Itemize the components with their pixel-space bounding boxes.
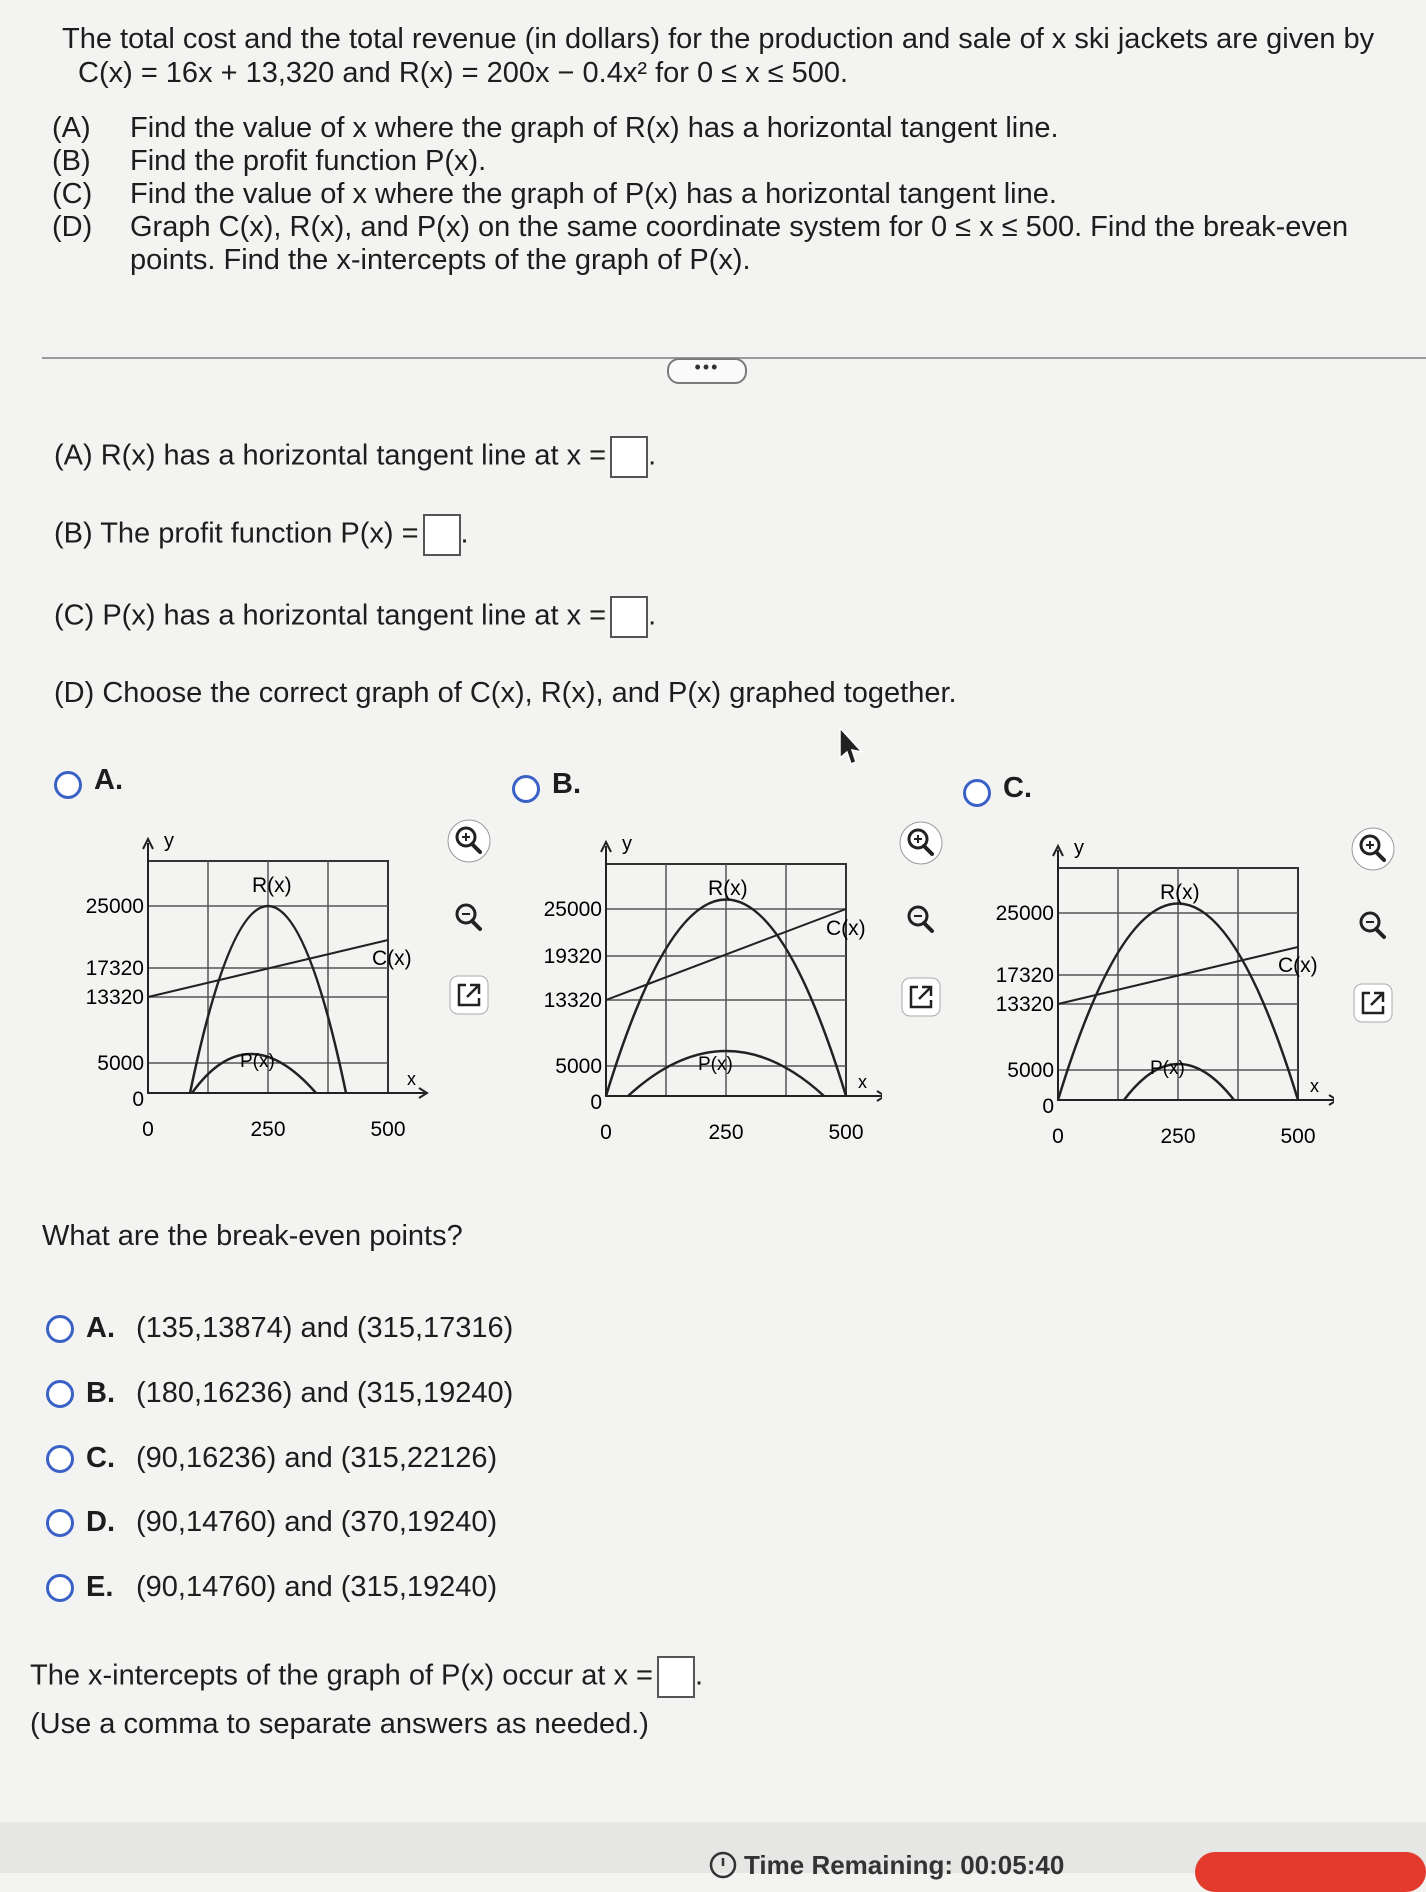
graph-b-xtick-0: 0 [600,1121,612,1144]
graph-b-ytick-4: 0 [590,1091,602,1114]
answer-c-input[interactable] [610,596,648,638]
graph-a-ytick-1: 17320 [85,957,144,980]
graph-b-xtick-500: 500 [828,1121,864,1144]
breakeven-choice-c[interactable]: C. (90,16236) and (315,22126) [46,1442,497,1475]
part-a: (A) Find the value of x where the graph of R(x) has a horizontal tangent line. [52,112,1059,144]
breakeven-choice-b[interactable]: B. (180,16236) and (315,19240) [46,1377,513,1410]
answer-c: (C) P(x) has a horizontal tangent line at x = . [54,596,656,638]
graph-c-ytick-3: 5000 [1007,1059,1054,1082]
graph-a-r-label: R(x) [252,874,292,897]
graph-a [60,825,430,1150]
graph-option-a[interactable]: A. [54,764,123,799]
submit-button[interactable] [1195,1852,1426,1892]
graph-b-xtick-250: 250 [708,1121,744,1144]
part-b: (B) Find the profit function P(x). [52,145,487,177]
answer-a-input[interactable] [610,436,648,478]
zoom-in-icon[interactable] [898,820,944,866]
intercepts-hint: (Use a comma to separate answers as needed.) [30,1708,649,1740]
answer-d-prompt: (D) Choose the correct graph of C(x), R(x), and P(x) graphed together. [54,677,957,709]
part-d: (D) Graph C(x), R(x), and P(x) on the same coordinate system for 0 ≤ x ≤ 500. Find the break-even [52,211,1349,243]
zoom-out-icon[interactable] [898,897,944,943]
problem-line-2: C(x) = 16x + 13,320 and R(x) = 200x − 0.4x² for 0 ≤ x ≤ 500. [78,57,849,89]
graph-c [964,832,1334,1157]
radio-breakeven-c[interactable] [46,1445,74,1473]
graph-c-ytick-1: 17320 [995,964,1054,987]
breakeven-question: What are the break-even points? [42,1220,463,1252]
intercepts-input[interactable] [657,1656,695,1698]
popout-icon[interactable] [1350,980,1396,1026]
part-c: (C) Find the value of x where the graph of P(x) has a horizontal tangent line. [52,178,1057,210]
zoom-in-icon[interactable] [1350,826,1396,872]
graph-option-c[interactable]: C. [963,772,1032,807]
graph-c-r-label: R(x) [1160,881,1200,904]
graph-a-xtick-0: 0 [142,1118,154,1141]
breakeven-choice-e[interactable]: E. (90,14760) and (315,19240) [46,1571,497,1604]
graph-b-p-label: P(x) [698,1054,733,1075]
graph-c-p-label: P(x) [1150,1058,1185,1079]
graph-c-xlabel: x [1310,1076,1319,1096]
radio-breakeven-b[interactable] [46,1380,74,1408]
timer-text: Time Remaining: 00:05:40 [744,1850,1065,1880]
graph-c-xtick-0: 0 [1052,1125,1064,1148]
answer-a: (A) R(x) has a horizontal tangent line at x = . [54,436,656,478]
graph-a-ytick-2: 13320 [85,986,144,1009]
graph-b-ytick-2: 13320 [543,989,602,1012]
graph-a-ytick-0: 25000 [85,895,144,918]
graph-b [512,828,882,1153]
popout-icon[interactable] [446,972,492,1018]
expand-button[interactable]: ••• [667,358,747,384]
graph-c-c-label: C(x) [1278,954,1318,977]
clock-icon [708,1850,738,1880]
popout-icon[interactable] [898,974,944,1020]
graph-c-ytick-0: 25000 [995,902,1054,925]
graph-b-c-label: C(x) [826,917,866,940]
graph-b-xlabel: x [858,1072,867,1092]
breakeven-choice-a[interactable]: A. (135,13874) and (315,17316) [46,1312,513,1345]
graph-b-ylabel: y [622,833,632,855]
radio-graph-c[interactable] [963,779,991,807]
graph-a-ytick-3: 5000 [97,1052,144,1075]
problem-line-1: The total cost and the total revenue (in dollars) for the production and sale of x ski jackets are given by [62,23,1375,55]
graph-b-ytick-1: 19320 [543,945,602,968]
cursor-icon [836,726,866,766]
graph-a-xtick-250: 250 [250,1118,286,1141]
breakeven-choice-d[interactable]: D. (90,14760) and (370,19240) [46,1506,497,1539]
intercepts-question: The x-intercepts of the graph of P(x) occur at x = . [30,1656,703,1698]
graph-a-xtick-500: 500 [370,1118,406,1141]
graph-c-xtick-250: 250 [1160,1125,1196,1148]
graph-a-c-label: C(x) [372,947,412,970]
problem-parts [52,112,1348,277]
graph-a-p-label: P(x) [240,1051,275,1072]
graph-c-ytick-4: 0 [1042,1095,1054,1118]
zoom-out-icon[interactable] [1350,903,1396,949]
radio-graph-b[interactable] [512,775,540,803]
graph-a-ytick-4: 0 [132,1088,144,1111]
graph-c-ylabel: y [1074,837,1084,859]
answer-b-input[interactable] [423,514,461,556]
graph-a-ylabel: y [164,830,174,852]
graph-b-ytick-0: 25000 [543,898,602,921]
graph-c-ytick-2: 13320 [995,993,1054,1016]
problem-statement [62,22,1374,90]
radio-graph-a[interactable] [54,771,82,799]
graph-c-xtick-500: 500 [1280,1125,1316,1148]
zoom-in-icon[interactable] [446,818,492,864]
zoom-out-icon[interactable] [446,895,492,941]
radio-breakeven-d[interactable] [46,1509,74,1537]
graph-a-xlabel: x [407,1069,416,1089]
part-d-cont: points. Find the x-intercepts of the graph of P(x). [130,244,751,276]
graph-b-r-label: R(x) [708,877,748,900]
radio-breakeven-e[interactable] [46,1574,74,1602]
radio-breakeven-a[interactable] [46,1315,74,1343]
graph-option-b[interactable]: B. [512,768,581,803]
answer-b: (B) The profit function P(x) = . [54,514,469,556]
graph-b-ytick-3: 5000 [555,1055,602,1078]
